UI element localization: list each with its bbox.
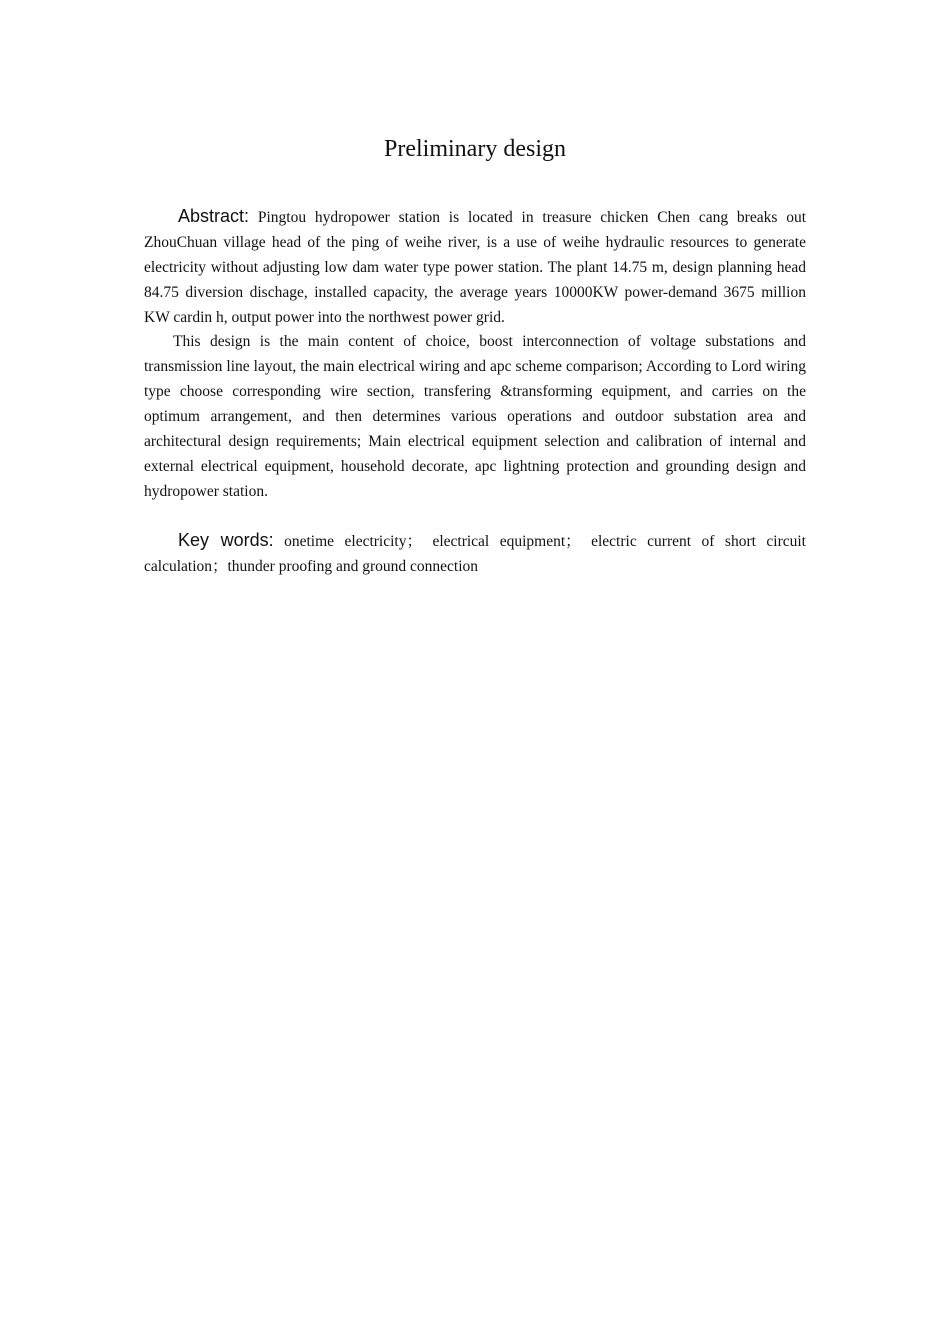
page-title: Preliminary design [384, 136, 566, 162]
abstract-label: Abstract: [178, 205, 250, 226]
keywords-paragraph [144, 528, 806, 579]
abstract-text: Pingtou hydropower station is located in treasure chicken Chen cang breaks out ZhouChuan village head of the ping of weihe river, is a use of weihe hydraulic resources to generate electricity without adjusting low dam water type power station. The plant 14.75 m, design planning head 84.75 diversion dischage, installed capacity, the average years 10000KW power-demand 3675 million KW cardin h, output power into the northwest power grid. [144, 208, 806, 326]
abstract-paragraph [144, 204, 806, 330]
design-paragraph: This design is the main content of choice, boost interconnection of voltage substations and transmission line layout, the main electrical wiring and apc scheme comparison; According to Lord wiring type choose corresponding wire section, transfering &transforming equipment, and carries on the optimum arrangement, and then determines various operations and outdoor substation area and architectural design requirements; Main electrical equipment selection and calibration of internal and external electrical equipment, household decorate, apc lightning protection and grounding design and hydropower station. [144, 332, 806, 500]
keywords-label: Key words: [178, 529, 274, 550]
keywords-text: onetime electricity； electrical equipment； electric current of short circuit calculation；thunder proofing and ground connection [144, 532, 806, 575]
